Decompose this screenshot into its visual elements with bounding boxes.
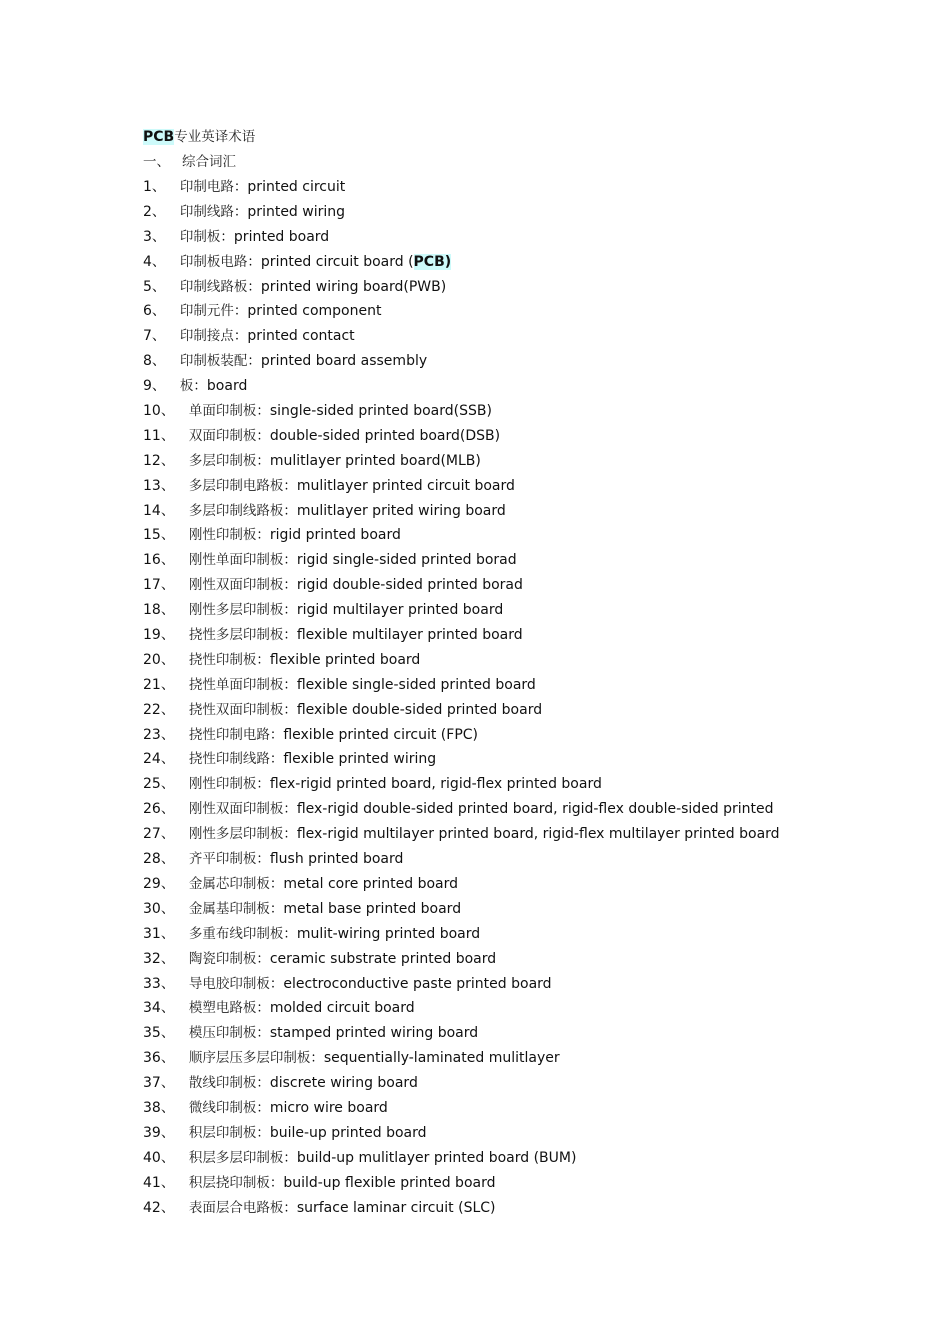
term-english: printed circuit <box>247 179 346 195</box>
term-english: rigid single-sided printed borad <box>296 552 517 569</box>
document-title <box>143 126 843 151</box>
list-item <box>143 300 843 325</box>
term-english-highlight: PCB) <box>413 253 452 270</box>
term-colon: ： <box>283 552 297 569</box>
term-english: mulit-wiring printed board <box>296 925 481 942</box>
term-english: flex-rigid printed board, rigid-flex printed board <box>269 776 602 793</box>
term-chinese: 印制接点 <box>179 328 234 345</box>
term-colon: ： <box>283 602 297 619</box>
list-item <box>143 325 843 350</box>
term-colon: ： <box>269 975 284 992</box>
term-colon: ： <box>233 179 248 195</box>
term-chinese: 挠性双面印制板 <box>188 701 284 718</box>
item-number: 21、 <box>143 676 175 693</box>
term-colon: ： <box>256 776 270 793</box>
term-chinese: 多层印制电路板 <box>188 477 284 494</box>
item-number: 33、 <box>143 975 175 992</box>
list-item <box>143 276 843 301</box>
term-chinese: 模压印制板 <box>188 1025 257 1042</box>
term-chinese: 积层多层印制板 <box>188 1149 284 1166</box>
section-name: 综合词汇 <box>182 154 236 170</box>
item-number: 4、 <box>143 253 166 270</box>
term-english: flush printed board <box>269 851 404 868</box>
list-item <box>143 923 843 948</box>
term-chinese: 顺序层压多层印制板 <box>188 1050 311 1067</box>
title-text: 专业英译术语 <box>174 129 256 145</box>
item-number: 15、 <box>143 527 175 544</box>
term-colon: ： <box>256 427 270 444</box>
list-item <box>143 599 843 624</box>
term-english: single-sided printed board(SSB) <box>269 403 492 420</box>
term-colon: ： <box>256 527 270 544</box>
term-chinese: 挠性印制线路 <box>188 751 270 768</box>
term-colon: ： <box>283 801 297 818</box>
list-item <box>143 251 843 276</box>
item-number: 9、 <box>143 378 166 395</box>
list-item <box>143 1197 843 1222</box>
list-item <box>143 699 843 724</box>
term-english: flexible printed circuit (FPC) <box>283 726 479 743</box>
term-english: buile-up printed board <box>269 1124 427 1141</box>
term-english: double-sided printed board(DSB) <box>269 427 501 444</box>
item-number: 28、 <box>143 851 175 868</box>
item-number: 41、 <box>143 1174 175 1191</box>
term-colon: ： <box>269 900 284 917</box>
item-number: 10、 <box>143 403 175 420</box>
term-english: metal core printed board <box>283 875 459 892</box>
list-item <box>143 748 843 773</box>
term-colon: ： <box>283 477 297 494</box>
item-number: 25、 <box>143 776 175 793</box>
list-item <box>143 450 843 475</box>
term-chinese: 印制元件 <box>179 303 234 320</box>
term-colon: ： <box>269 726 284 743</box>
list-item <box>143 1072 843 1097</box>
term-english: build-up mulitlayer printed board (BUM) <box>296 1149 577 1166</box>
list-item <box>143 425 843 450</box>
term-chinese: 刚性双面印制板 <box>188 801 284 818</box>
term-english: rigid multilayer printed board <box>296 602 504 619</box>
list-item <box>143 674 843 699</box>
term-english: flexible single-sided printed board <box>296 676 536 693</box>
term-chinese: 板 <box>179 378 194 395</box>
list-item <box>143 973 843 998</box>
term-english: build-up flexible printed board <box>283 1174 496 1191</box>
term-colon: ： <box>283 701 297 718</box>
term-chinese: 多重布线印制板 <box>188 925 284 942</box>
term-list <box>143 176 843 1221</box>
item-number: 6、 <box>143 303 166 320</box>
item-number: 7、 <box>143 328 166 345</box>
term-colon: ： <box>256 1000 270 1017</box>
term-english: micro wire board <box>269 1099 388 1116</box>
term-english: molded circuit board <box>269 1000 415 1017</box>
term-chinese: 积层挠印制板 <box>188 1174 270 1191</box>
term-chinese: 表面层合电路板 <box>188 1199 284 1216</box>
list-item <box>143 624 843 649</box>
term-colon: ： <box>247 253 261 270</box>
list-item <box>143 773 843 798</box>
item-number: 19、 <box>143 627 175 644</box>
term-english: mulitlayer prited wiring board <box>296 502 506 519</box>
term-chinese: 印制板装配 <box>179 353 248 370</box>
term-english: surface laminar circuit (SLC) <box>296 1199 496 1216</box>
term-english: flex-rigid multilayer printed board, rigid-flex multilayer printed board <box>296 826 780 843</box>
list-item <box>143 226 843 251</box>
item-number: 39、 <box>143 1124 175 1141</box>
term-chinese: 印制线路 <box>179 203 234 220</box>
term-english: metal base printed board <box>283 900 462 917</box>
item-number: 13、 <box>143 477 175 494</box>
term-colon: ： <box>247 353 261 370</box>
term-chinese: 散线印制板 <box>188 1075 257 1092</box>
term-chinese: 单面印制板 <box>188 403 257 420</box>
term-colon: ： <box>256 950 270 967</box>
term-colon: ： <box>283 826 297 843</box>
term-colon: ： <box>256 1124 270 1141</box>
list-item <box>143 1122 843 1147</box>
item-number: 36、 <box>143 1050 175 1067</box>
term-colon: ： <box>220 228 234 245</box>
list-item <box>143 574 843 599</box>
term-chinese: 多层印制线路板 <box>188 502 284 519</box>
term-colon: ： <box>233 328 248 345</box>
term-colon: ： <box>283 577 297 594</box>
term-chinese: 刚性多层印制板 <box>188 602 284 619</box>
term-english: printed board <box>233 228 330 245</box>
term-colon: ： <box>247 278 261 295</box>
list-item <box>143 798 843 823</box>
item-number: 22、 <box>143 701 175 718</box>
term-colon: ： <box>233 303 248 320</box>
section-label: 一、 <box>143 154 170 170</box>
list-item <box>143 350 843 375</box>
list-item <box>143 1022 843 1047</box>
term-english: mulitlayer printed circuit board <box>296 477 515 494</box>
list-item <box>143 848 843 873</box>
term-colon: ： <box>269 875 284 892</box>
list-item <box>143 201 843 226</box>
term-english: printed wiring <box>247 203 346 220</box>
item-number: 29、 <box>143 875 175 892</box>
term-colon: ： <box>193 378 207 395</box>
term-chinese: 刚性多层印制板 <box>188 826 284 843</box>
item-number: 12、 <box>143 452 175 469</box>
term-english: board <box>206 378 248 395</box>
list-item <box>143 873 843 898</box>
term-english: sequentially-laminated mulitlayer <box>323 1050 560 1067</box>
list-item <box>143 1147 843 1172</box>
title-highlight: PCB <box>143 129 175 145</box>
term-english: printed circuit board ( <box>260 253 414 270</box>
term-colon: ： <box>269 751 284 768</box>
term-chinese: 挠性多层印制板 <box>188 627 284 644</box>
list-item <box>143 898 843 923</box>
term-english: stamped printed wiring board <box>269 1025 479 1042</box>
list-item <box>143 948 843 973</box>
term-colon: ： <box>283 502 297 519</box>
item-number: 17、 <box>143 577 175 594</box>
term-english: rigid printed board <box>269 527 401 544</box>
term-english: mulitlayer printed board(MLB) <box>269 452 481 469</box>
item-number: 40、 <box>143 1149 175 1166</box>
item-number: 1、 <box>143 179 166 195</box>
list-item <box>143 823 843 848</box>
term-chinese: 微线印制板 <box>188 1099 257 1116</box>
term-english: rigid double-sided printed borad <box>296 577 523 594</box>
term-english: flexible printed wiring <box>283 751 437 768</box>
list-item <box>143 176 843 201</box>
term-colon: ： <box>256 452 270 469</box>
item-number: 3、 <box>143 228 166 245</box>
item-number: 30、 <box>143 900 175 917</box>
list-item <box>143 1047 843 1072</box>
item-number: 8、 <box>143 353 166 370</box>
term-colon: ： <box>256 851 270 868</box>
list-item <box>143 724 843 749</box>
term-chinese: 多层印制板 <box>188 452 257 469</box>
item-number: 27、 <box>143 826 175 843</box>
term-chinese: 挠性单面印制板 <box>188 676 284 693</box>
term-english: flexible multilayer printed board <box>296 627 523 644</box>
term-chinese: 印制板电路 <box>179 253 248 270</box>
list-item <box>143 1097 843 1122</box>
item-number: 14、 <box>143 502 175 519</box>
term-chinese: 陶瓷印制板 <box>188 950 257 967</box>
item-number: 20、 <box>143 651 175 668</box>
item-number: 5、 <box>143 278 166 295</box>
term-chinese: 金属基印制板 <box>188 900 270 917</box>
term-english: discrete wiring board <box>269 1075 418 1092</box>
list-item <box>143 649 843 674</box>
term-colon: ： <box>233 203 248 220</box>
list-item <box>143 375 843 400</box>
term-english: flexible printed board <box>269 651 421 668</box>
item-number: 24、 <box>143 751 175 768</box>
term-chinese: 导电胶印制板 <box>188 975 270 992</box>
item-number: 34、 <box>143 1000 175 1017</box>
term-colon: ： <box>256 1075 270 1092</box>
item-number: 16、 <box>143 552 175 569</box>
term-colon: ： <box>283 1149 297 1166</box>
term-chinese: 金属芯印制板 <box>188 875 270 892</box>
term-chinese: 刚性印制板 <box>188 776 257 793</box>
item-number: 31、 <box>143 925 175 942</box>
term-chinese: 刚性单面印制板 <box>188 552 284 569</box>
list-item <box>143 549 843 574</box>
item-number: 37、 <box>143 1075 175 1092</box>
term-chinese: 挠性印制板 <box>188 651 257 668</box>
item-number: 32、 <box>143 950 175 967</box>
list-item <box>143 400 843 425</box>
item-number: 18、 <box>143 602 175 619</box>
term-colon: ： <box>283 925 297 942</box>
item-number: 38、 <box>143 1099 175 1116</box>
term-colon: ： <box>256 1099 270 1116</box>
term-chinese: 刚性印制板 <box>188 527 257 544</box>
list-item <box>143 500 843 525</box>
term-colon: ： <box>283 676 297 693</box>
document-page <box>143 126 843 1221</box>
term-colon: ： <box>256 651 270 668</box>
term-colon: ： <box>256 403 270 420</box>
term-chinese: 积层印制板 <box>188 1124 257 1141</box>
term-english: ceramic substrate printed board <box>269 950 497 967</box>
term-english: flex-rigid double-sided printed board, rigid-flex double-sided printed <box>296 801 774 818</box>
term-chinese: 印制板 <box>179 228 221 245</box>
list-item <box>143 997 843 1022</box>
term-chinese: 印制电路 <box>179 179 234 195</box>
item-number: 2、 <box>143 203 166 220</box>
term-colon: ： <box>256 1025 270 1042</box>
term-chinese: 双面印制板 <box>188 427 257 444</box>
term-english: printed board assembly <box>260 353 428 370</box>
term-english: electroconductive paste printed board <box>283 975 552 992</box>
term-chinese: 挠性印制电路 <box>188 726 270 743</box>
term-chinese: 模塑电路板 <box>188 1000 257 1017</box>
list-item <box>143 475 843 500</box>
item-number: 35、 <box>143 1025 175 1042</box>
section-heading <box>143 151 843 176</box>
term-colon: ： <box>283 1199 297 1216</box>
term-chinese: 印制线路板 <box>179 278 248 295</box>
item-number: 26、 <box>143 801 175 818</box>
term-chinese: 齐平印制板 <box>188 851 257 868</box>
term-chinese: 刚性双面印制板 <box>188 577 284 594</box>
term-colon: ： <box>269 1174 284 1191</box>
list-item <box>143 524 843 549</box>
item-number: 11、 <box>143 427 175 444</box>
list-item <box>143 1172 843 1197</box>
term-english: printed component <box>247 303 382 320</box>
term-english: printed wiring board(PWB) <box>260 278 447 295</box>
term-english: printed contact <box>247 328 355 345</box>
term-colon: ： <box>283 627 297 644</box>
item-number: 23、 <box>143 726 175 743</box>
term-english: flexible double-sided printed board <box>296 701 543 718</box>
item-number: 42、 <box>143 1199 175 1216</box>
term-colon: ： <box>310 1050 324 1067</box>
